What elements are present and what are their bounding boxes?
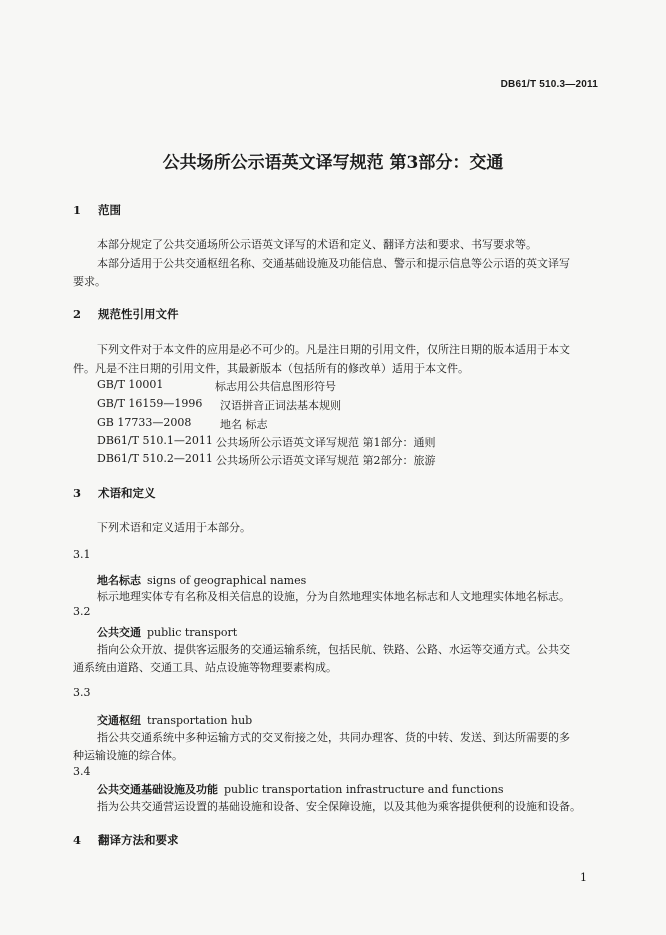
term-definition: 通系统由道路、交通工具、站点设施等物理要素构成。	[73, 661, 337, 674]
section-number: 3	[73, 486, 82, 500]
page-number: 1	[580, 871, 587, 884]
term-zh: 公共交通基础设施及功能	[97, 783, 218, 796]
section-1-heading	[73, 202, 121, 218]
term-en: signs of geographical names	[147, 574, 307, 587]
document-title: 公共场所公示语英文译写规范 第3部分：交通	[162, 153, 504, 173]
reference-code: GB 17733—2008	[97, 416, 192, 429]
reference-title: 标志用公共信息图形符号	[215, 380, 336, 393]
section-number: 2	[73, 307, 82, 321]
term-definition: 标示地理实体专有名称及相关信息的设施，分为自然地理实体地名标志和人文地理实体地名标志。	[97, 590, 570, 603]
term-zh: 地名标志	[97, 574, 141, 587]
term-heading	[97, 624, 237, 640]
term-zh: 交通枢纽	[97, 714, 141, 727]
section-1-paragraph: 本部分适用于公共交通枢纽名称、交通基础设施及功能信息、警示和提示信息等公示语的英文译写	[97, 257, 570, 270]
section-2-heading	[73, 306, 179, 322]
section-1-paragraph: 要求。	[73, 275, 106, 288]
section-title: 术语和定义	[98, 486, 156, 500]
term-zh: 公共交通	[97, 626, 141, 639]
term-definition: 指为公共交通营运设置的基础设施和设备、安全保障设施，以及其他为乘客提供便利的设施和设备。	[97, 800, 581, 813]
term-en: transportation hub	[147, 714, 253, 727]
document-number: DB61/T 510.3—2011	[500, 79, 598, 90]
term-en: public transport	[147, 626, 238, 639]
reference-title: 汉语拼音正词法基本规则	[220, 399, 341, 412]
reference-code: GB/T 16159—1996	[97, 397, 203, 410]
term-definition: 指向公众开放、提供客运服务的交通运输系统，包括民航、铁路、公路、水运等交通方式。公共交	[97, 643, 570, 656]
term-number: 3.4	[73, 765, 91, 778]
section-number: 1	[73, 203, 82, 217]
term-heading	[97, 781, 504, 797]
term-number: 3.3	[73, 686, 91, 699]
reference-code: DB61/T 510.1—2011	[97, 434, 213, 447]
term-heading	[97, 712, 252, 728]
reference-title: 公共场所公示语英文译写规范 第2部分：旅游	[216, 454, 436, 467]
section-title: 规范性引用文件	[98, 307, 179, 321]
section-3-intro: 下列术语和定义适用于本部分。	[97, 521, 251, 534]
term-number: 3.2	[73, 605, 91, 618]
reference-code: GB/T 10001	[97, 378, 164, 391]
term-definition: 指公共交通系统中多种运输方式的交叉衔接之处，共同办理客、货的中转、发送、到达所需要的多	[97, 731, 570, 744]
reference-title: 公共场所公示语英文译写规范 第1部分：通则	[216, 436, 436, 449]
section-title: 范围	[98, 203, 121, 217]
term-heading	[97, 572, 306, 588]
term-en: public transportation infrastructure and functions	[224, 783, 504, 796]
reference-title: 地名 标志	[220, 418, 268, 431]
section-3-heading	[73, 485, 156, 501]
section-2-paragraph: 件。凡是不注日期的引用文件，其最新版本（包括所有的修改单）适用于本文件。	[73, 362, 469, 375]
term-definition: 种运输设施的综合体。	[73, 749, 183, 762]
section-title: 翻译方法和要求	[98, 833, 179, 847]
reference-code: DB61/T 510.2—2011	[97, 452, 213, 465]
section-number: 4	[73, 833, 82, 847]
section-4-heading	[73, 832, 179, 848]
section-2-paragraph: 下列文件对于本文件的应用是必不可少的。凡是注日期的引用文件，仅所注日期的版本适用于本文	[97, 343, 570, 356]
section-1-paragraph: 本部分规定了公共交通场所公示语英文译写的术语和定义、翻译方法和要求、书写要求等。	[97, 238, 537, 251]
term-number: 3.1	[73, 548, 91, 561]
